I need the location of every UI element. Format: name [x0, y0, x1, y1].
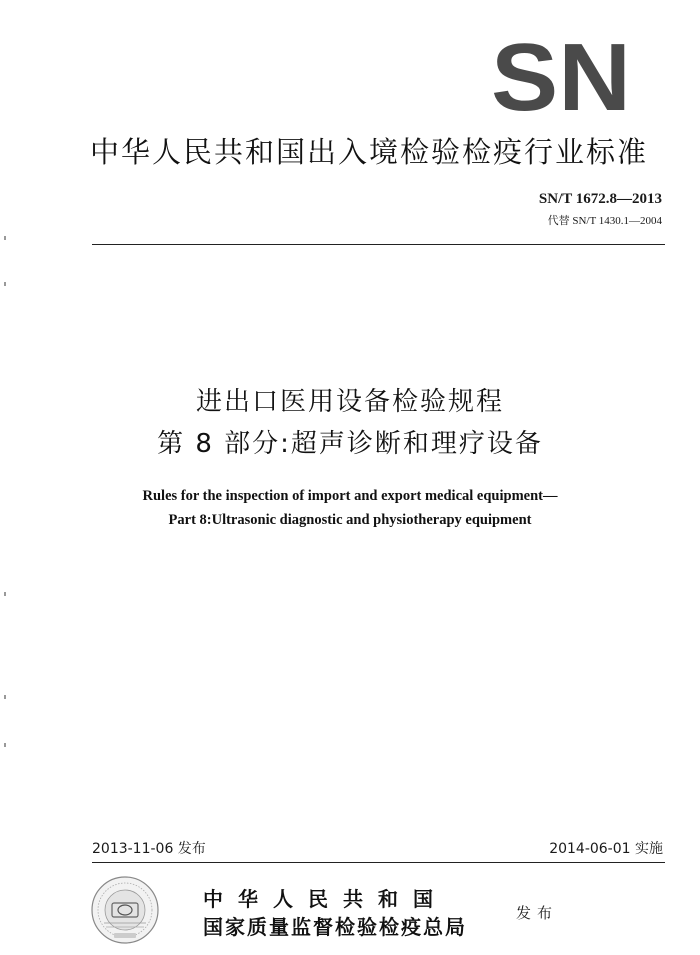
org-title: 中华人民共和国出入境检验检疫行业标准	[90, 135, 649, 169]
cn-title-line-2: 第 8 部分:超声诊断和理疗设备	[157, 429, 543, 459]
replaces-standard: 代替 SN/T 1430.1—2004	[547, 215, 662, 227]
publish-label: 发布	[516, 904, 559, 922]
issuer-line-2: 国家质量监督检验检疫总局	[203, 915, 467, 939]
effective-date: 2014-06-01 实施	[549, 841, 663, 857]
issuer-line-1: 中华人民共和国	[203, 887, 448, 911]
anti-counterfeit-seal-icon	[90, 875, 160, 945]
footer-divider	[92, 862, 665, 863]
en-title-line-1: Rules for the inspection of import and export medical equipment—	[142, 488, 558, 504]
sn-logo-icon	[489, 34, 633, 116]
sn-logo-text: SN	[491, 34, 631, 116]
en-title-line-2: Part 8:Ultrasonic diagnostic and physiotherapy equipment	[168, 512, 532, 528]
standard-number: SN/T 1672.8—2013	[538, 191, 662, 207]
header-divider	[92, 244, 665, 245]
issue-date: 2013-11-06 发布	[92, 841, 206, 857]
cn-title-line-1: 进出口医用设备检验规程	[195, 387, 504, 417]
